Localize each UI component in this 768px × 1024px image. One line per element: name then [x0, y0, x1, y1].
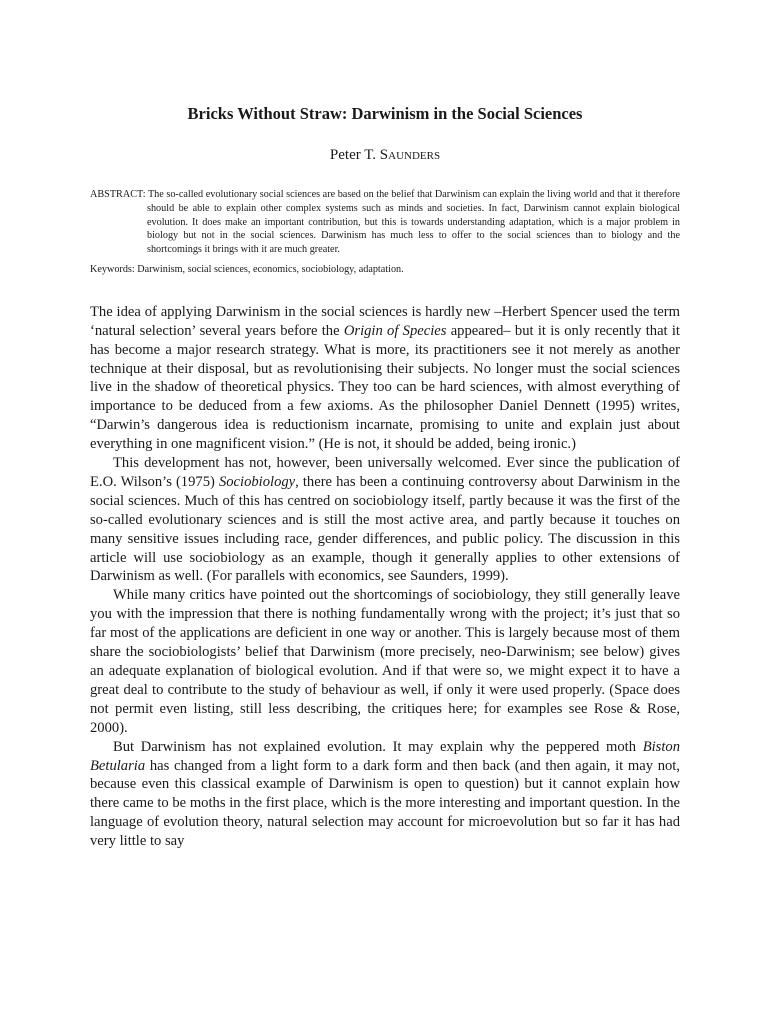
keywords-text: Darwinism, social sciences, economics, sociobiology, adaptation. [137, 263, 404, 275]
abstract-label: ABSTRACT: [90, 189, 146, 200]
abstract-text: The so-called evolutionary social sciences are based on the belief that Darwinism can explain the living world and that it therefore should be able to explain other complex systems such as minds and societies. In fact, Darwinism cannot explain biological evolution. It does make an important contribution, but this is towards understanding adaptation, which is a major problem in biology but not in the social sciences. Darwinism has much less to offer to the social sciences than to biology and the shortcomings it brings with it are much greater. [147, 189, 680, 256]
paragraph-1 [90, 303, 680, 454]
abstract [90, 188, 680, 257]
paragraph-2 [90, 454, 680, 586]
article-title: Bricks Without Straw: Darwinism in the Social Sciences [187, 104, 583, 123]
author-line [90, 146, 680, 164]
paragraph-4-part-a: But Darwinism has not explained evolution. It may explain why the peppered moth [113, 738, 643, 755]
paragraph-1-part-a: The idea of applying Darwinism in the social sciences is hardly new –Herbert Spencer used the term ‘natural selection’ several years before the [90, 303, 680, 339]
paragraph-2-part-b: , there has been a continuing controversy about Darwinism in the social sciences. Much of this has centred on sociobiology itself, partly because it was the first of the so-called evolutionary sciences and is still the most active area, and partly because it touches on many sensitive issues including race, gender differences, and public policy. The discussion in this article will use sociobiology as an example, though it generally applies to other extensions of Darwinism as well. (For parallels with economics, see Saunders, 1999). [90, 473, 680, 585]
keywords [90, 263, 680, 277]
paragraph-2-part-a: This development has not, however, been universally welcomed. Ever since the publication of E.O. Wilson’s (1975) [90, 455, 680, 490]
article-body [90, 303, 680, 851]
paragraph-1-part-b: appeared– but it is only recently that it has become a major research strategy. What is more, its practitioners see it not merely as another technique at their disposal, but as revolutionising their subjects. No longer must the social sciences live in the shadow of theoretical physics. They too can be hard sciences, with almost everything of importance to be deduced from a few axioms. As the philosopher Daniel Dennett (1995) writes, “Darwin’s dangerous idea is reductionism incarnate, promising to unite and explain just about everything in one magnificent vision.” (He is not, it should be added, being ironic.) [90, 322, 680, 453]
paragraph-2-italic: Sociobiology [218, 473, 296, 490]
paragraph-4-italic: Biston Betularia [90, 738, 680, 774]
keywords-label: Keywords: [90, 263, 135, 275]
paragraph-4 [90, 738, 680, 851]
author-last-name: Saunders [379, 147, 441, 163]
author-first-name: Peter T. [329, 147, 377, 163]
paragraph-4-part-b: has changed from a light form to a dark form and then back (and then again, it may not, because even this classical example of Darwinism is open to question) but it cannot explain how there came to be moths in the first place, which is the more interesting and important question. In the language of evolution theory, natural selection may account for microevolution but so far it has had very little to say [90, 757, 680, 850]
paragraph-1-italic: Origin of Species [343, 322, 447, 339]
paragraph-3: While many critics have pointed out the shortcomings of sociobiology, they still generally leave you with the impression that there is nothing fundamentally wrong with the project; it’s just that so far most of the applications are deficient in one way or another. This is largely because most of them share the sociobiologists’ belief that Darwinism (more precisely, neo-Darwinism; see below) gives an adequate explanation of biological evolution. And if that were so, we might expect it to have a great deal to contribute to the study of behaviour as well, if only it were used properly. (Space does not permit even listing, still less describing, the critiques here; for examples see Rose & Rose, 2000). [90, 587, 680, 736]
